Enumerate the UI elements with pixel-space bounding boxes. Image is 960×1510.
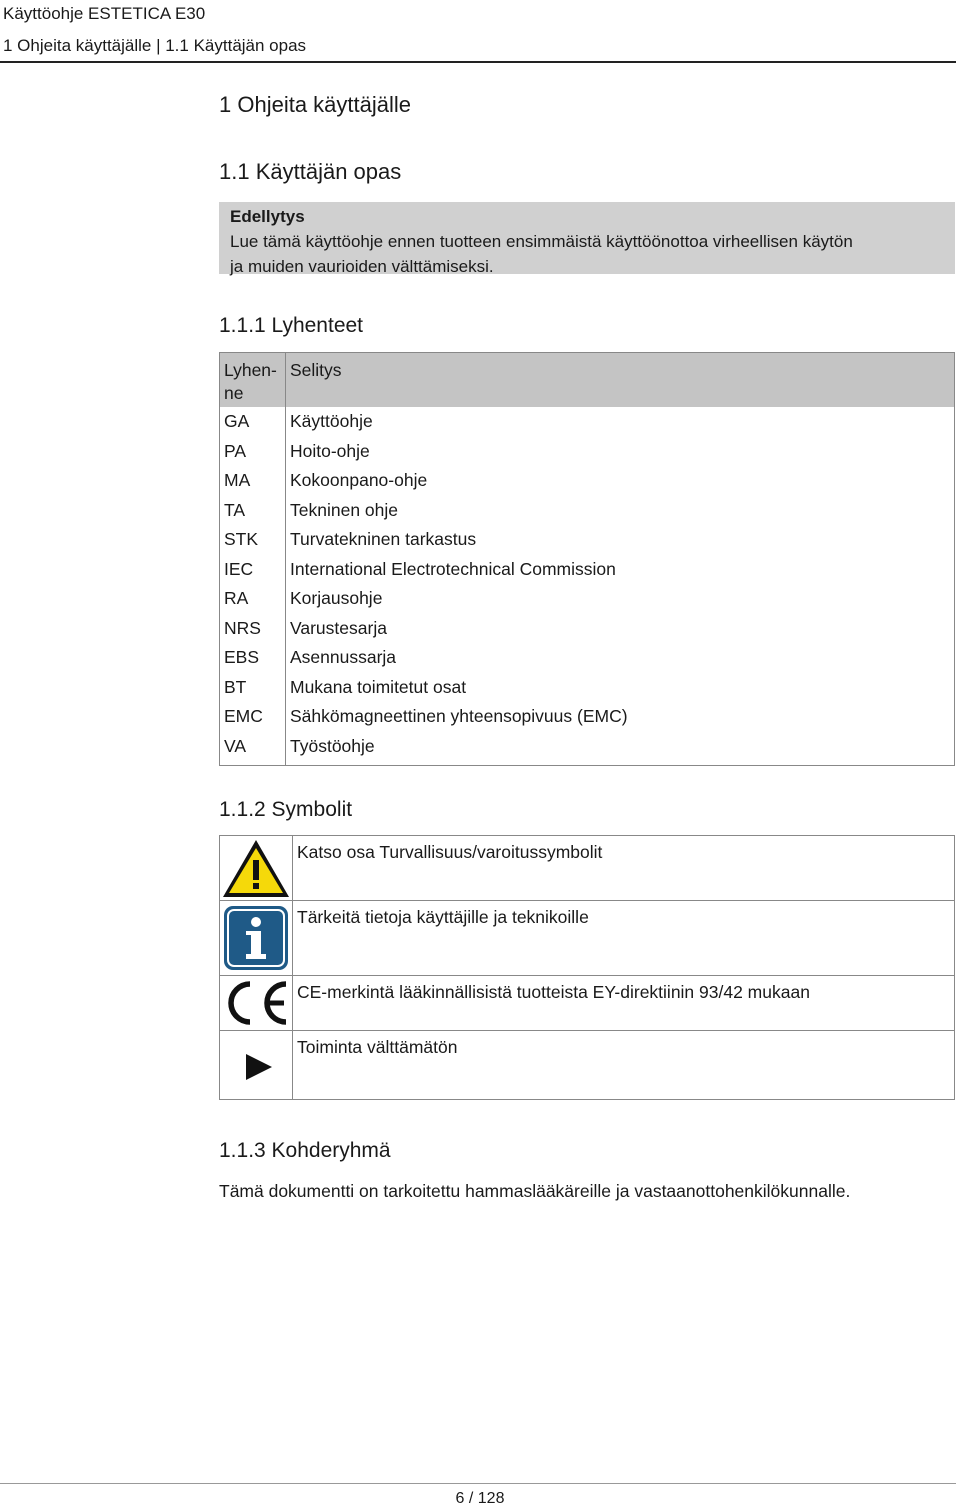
table-row: [220, 732, 955, 766]
abbreviation-cell: NRS: [224, 617, 261, 638]
table-row: [220, 466, 955, 496]
table-row: [220, 1031, 955, 1100]
table-row: [220, 614, 955, 644]
description-cell: International Electrotechnical Commission: [286, 555, 955, 585]
symbol-description: Tärkeitä tietoja käyttäjille ja teknikoille: [293, 901, 955, 976]
abbreviation-cell: IEC: [224, 558, 254, 579]
table-row: [220, 555, 955, 585]
warning-triangle-icon: [220, 836, 292, 900]
table-row: [220, 643, 955, 673]
abbreviation-cell: STK: [224, 529, 259, 549]
description-cell: Työstöohje: [286, 732, 955, 766]
abbreviation-cell: PA: [224, 440, 247, 461]
symbols-table: [219, 835, 955, 1100]
table-row: [220, 976, 955, 1031]
abbreviation-cell: VA: [224, 735, 247, 756]
header-divider: [0, 61, 956, 63]
column-header-description: Selitys: [286, 353, 955, 408]
breadcrumb: 1 Ohjeita käyttäjälle | 1.1 Käyttäjän opas: [3, 36, 307, 55]
abbreviation-cell: EBS: [224, 647, 260, 667]
description-cell: Hoito-ohje: [286, 437, 955, 467]
footer-divider: [0, 1483, 956, 1484]
action-arrow-icon: [220, 1031, 292, 1099]
table-row: [220, 525, 955, 555]
table-row: [220, 702, 955, 732]
table-row: [220, 407, 955, 437]
ce-mark-icon: [220, 976, 292, 1030]
target-group-title: 1.1.3 Kohderyhmä: [219, 1139, 391, 1162]
page-number: 6 / 128: [455, 1490, 505, 1507]
symbol-description: Toiminta välttämätön: [293, 1031, 955, 1100]
symbol-description: CE-merkintä lääkinnällisistä tuotteista EY-direktiinin 93/42 mukaan: [293, 976, 955, 1031]
abbreviation-cell: GA: [224, 411, 250, 431]
description-cell: Turvatekninen tarkastus: [286, 525, 955, 555]
description-cell: Käyttöohje: [286, 407, 955, 437]
table-row: [220, 836, 955, 901]
chapter-title: 1 Ohjeita käyttäjälle: [219, 92, 411, 117]
abbreviation-cell: RA: [224, 588, 249, 608]
description-cell: Korjausohje: [286, 584, 955, 614]
description-cell: Mukana toimitetut osat: [286, 673, 955, 703]
abbreviations-title: 1.1.1 Lyhenteet: [219, 314, 364, 337]
table-row: [220, 496, 955, 526]
column-header-abbreviation: Lyhen-ne: [220, 353, 286, 408]
description-cell: Varustesarja: [286, 614, 955, 644]
abbreviation-cell: BT: [224, 676, 247, 697]
prerequisite-note: [219, 202, 955, 274]
document-title: Käyttöohje ESTETICA E30: [3, 4, 206, 23]
description-cell: Tekninen ohje: [286, 496, 955, 526]
note-text-line1: Lue tämä käyttöohje ennen tuotteen ensimmäistä käyttöönottoa virheellisen käytön: [230, 232, 853, 251]
section-title: 1.1 Käyttäjän opas: [219, 159, 402, 184]
table-header-row: [220, 353, 955, 408]
abbreviation-cell: EMC: [224, 706, 263, 726]
description-cell: Asennussarja: [286, 643, 955, 673]
symbols-title: 1.1.2 Symbolit: [219, 798, 353, 821]
abbreviation-cell: TA: [224, 499, 246, 520]
abbreviations-table: [219, 352, 955, 766]
symbol-description: Katso osa Turvallisuus/varoitussymbolit: [293, 836, 955, 901]
table-row: [220, 437, 955, 467]
note-label: Edellytys: [230, 207, 305, 226]
table-row: [220, 584, 955, 614]
description-cell: Kokoonpano-ohje: [286, 466, 955, 496]
target-group-text: Tämä dokumentti on tarkoitettu hammaslääkäreille ja vastaanottohenkilökunnalle.: [219, 1181, 851, 1201]
table-row: [220, 901, 955, 976]
abbreviation-cell: MA: [224, 470, 251, 490]
description-cell: Sähkömagneettinen yhteensopivuus (EMC): [286, 702, 955, 732]
note-text-line2: ja muiden vaurioiden välttämiseksi.: [230, 257, 494, 276]
info-icon: [220, 901, 292, 975]
table-row: [220, 673, 955, 703]
